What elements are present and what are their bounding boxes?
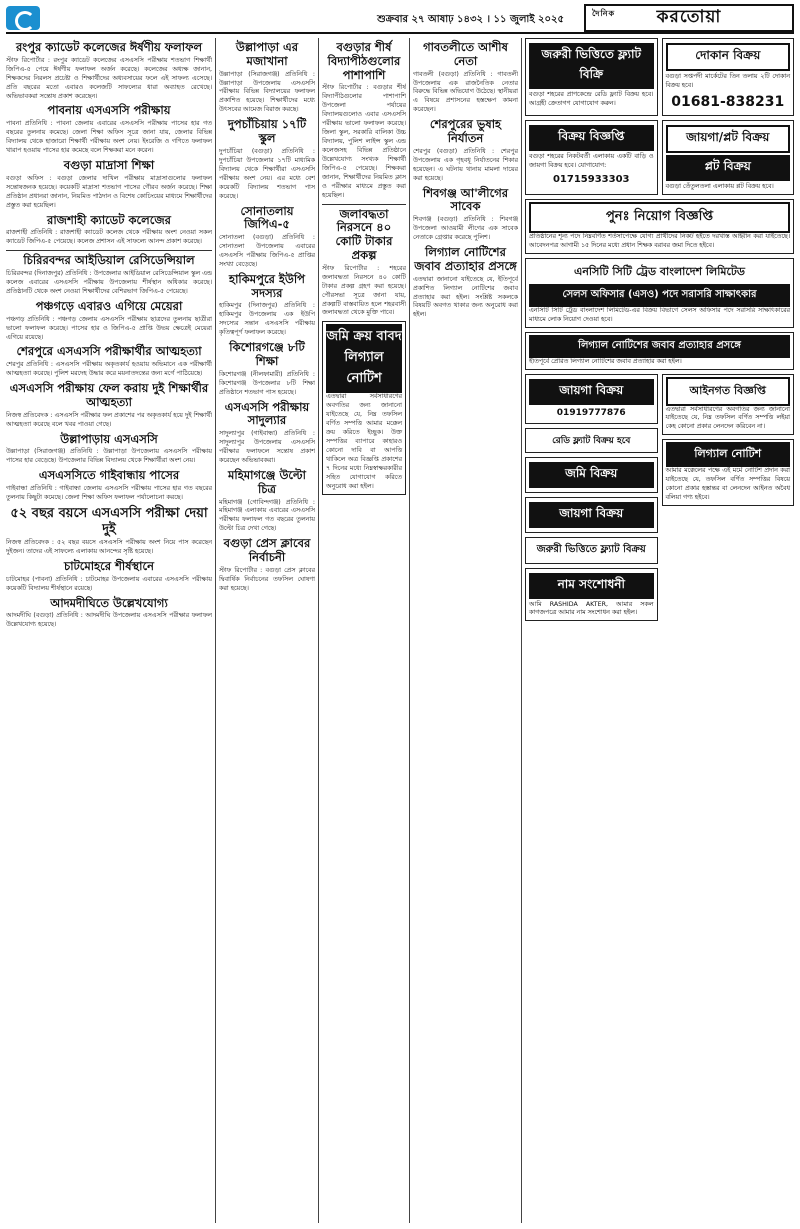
article-body: হাকিমপুর (দিনাজপুর) প্রতিনিধি : হাকিমপুর উপজেলায় এক ইউপি সদস্যের সন্তান এসএসসি পরীক্ষায় কৃতিত্বপূর্ণ ফলাফল করেছে। xyxy=(219,302,315,337)
ad-stack xyxy=(525,374,658,626)
headline: জলাবদ্ধতা নিরসনে ৪০ কোটি টাকার প্রকল্প xyxy=(335,206,393,262)
article-body: স্টাফ রিপোর্টার : বগুড়ার শীর্ষ বিদ্যাপীঠগুলোর পাশাপাশি উপজেলা পর্যায়ের বিদ্যালয়গুলোও এবার এসএসসি পরীক্ষায় ভালো ফলাফল করেছে। জিলা স্কুল, সরকারি বালিকা উচ্চ বিদ্যালয়, পুলিশ লাইন্স স্কুল এন্ড কলেজসহ বিভিন্ন প্রতিষ্ঠানে উল্লেখযোগ্য সংখ্যক শিক্ষার্থী জিপিএ-৫ পেয়েছে। শিক্ষকরা জানান, শিক্ষার্থীদের নিয়মিত ক্লাস ও পরীক্ষার মাধ্যমে প্রস্তুত করা হয়েছিল। xyxy=(322,84,406,199)
article-body: গাবতলী (বগুড়া) প্রতিনিধি : গাবতলী উপজেলায় এক রাজনৈতিক নেতার বিরুদ্ধে বিভিন্ন অভিযোগ উঠেছে। স্থানীয়রা এ বিষয়ে প্রশাসনের হস্তক্ষেপ কামনা করেছেন। xyxy=(413,70,518,114)
ad-title: জমি বিক্রয় xyxy=(529,462,654,488)
ad-text: এতদ্বারা সর্বসাধারণের অবগতির জন্য জানানো যাইতেছে যে, নিম্ন তফসিল বর্ণিত সম্পত্তি লইয়া কেহ কোনো প্রকার লেনদেন করিবেন না। xyxy=(665,405,790,431)
article-body: দুপচাঁচিয়া (বগুড়া) প্রতিনিধি : দুপচাঁচিয়া উপজেলার ১৭টি মাধ্যমিক বিদ্যালয় থেকে শিক্ষার্থীরা এসএসসি পরীক্ষায় অংশ নেয়। এর মধ্যে বেশ কয়েকটি বিদ্যালয় শতভাগ পাস করেছে। xyxy=(219,147,315,200)
article-body: মহিমাগঞ্জ (গোবিন্দগঞ্জ) প্রতিনিধি : মহিমাগঞ্জ এলাকায় এবারের এসএসসি পরীক্ষায় ফলাফল গত বছরের তুলনায় উল্টো চিত্র দেখা গেছে। xyxy=(219,498,315,533)
ad-text: বগুড়া সপ্তপদী মার্কেটের তিন তলায় ২টি দোকান বিক্রয় হবে। xyxy=(665,73,790,89)
ad-text: বগুড়া শহরের প্রাণকেন্দ্রে রেডি ফ্ল্যাট বিক্রয় হবে। আগ্রহী ক্রেতাগণ যোগাযোগ করুন। xyxy=(529,91,654,107)
headline: এসএসসিতে গাইবান্ধায় পাসের xyxy=(38,468,180,483)
masthead xyxy=(584,4,794,32)
ad-job xyxy=(525,258,794,328)
headline: রংপুর ক্যাডেট কলেজের ঈর্ষণীয় ফলাফল xyxy=(15,40,203,54)
article-body: পাবনা প্রতিনিধি : পাবনা জেলায় এবারের এসএসসি পরীক্ষায় পাসের হার গত বছরের তুলনায় কমেছে। জেলা শিক্ষা অফিস সূত্রে জানা যায়, জেলার বিভিন্ন বিদ্যালয় থেকে হাজারো শিক্ষার্থী পরীক্ষায় অংশ নেয়। ইংরেজি ও গণিতে ফলাফল খারাপ হওয়ায় পাসের হার কমেছে বলে শিক্ষকরা মনে করেন। xyxy=(6,120,212,155)
column-1 xyxy=(6,38,212,1223)
newspaper-logo-icon xyxy=(6,6,40,30)
headline: উল্লাপাড়ায় এসএসসি xyxy=(60,431,158,446)
column-divider xyxy=(521,38,522,1223)
headline: চাটমোহরে শীর্ষস্থানে xyxy=(63,559,154,574)
headline: বগুড়ার শীর্ষ বিদ্যাপীঠগুলোর পাশাপাশি xyxy=(327,40,401,82)
ad-legal-notice xyxy=(662,374,795,436)
ad-phone: 01715933303 xyxy=(552,173,630,185)
company-name: এনসিটি সিটি ট্রেড বাংলাদেশ লিমিটেড xyxy=(574,264,745,278)
headline: আদমদীঘিতে উল্লেখযোগ্য xyxy=(50,595,168,610)
headline: শেরপুরে এসএসসি পরীক্ষার্থীর আত্মহত্যা xyxy=(16,344,202,359)
headline: হাকিমপুরে ইউপি সদস্যর xyxy=(229,271,305,300)
ad-title: নাম সংশোধনী xyxy=(529,573,654,599)
article-body: স্টাফ রিপোর্টার : রংপুর ক্যাডেট কলেজের এসএসসি পরীক্ষায় শতভাগ শিক্ষার্থী জিপিএ-৫ পেয়ে ঈর্ষণীয় ফলাফল অর্জন করেছে। কলেজের অধ্যক্ষ জানান, শিক্ষকদের নিরলস প্রচেষ্টা ও শিক্ষার্থীদের অধ্যবসায়ের ফলে এই সাফল্য এসেছে। প্রতি বছরের মতো এবারও কলেজটি সাফল্যের ধারা অব্যাহত রেখেছে। অভিভাবকরা সন্তোষ প্রকাশ করেছেন। xyxy=(6,56,212,100)
headline: লিগ্যাল নোটিশের জবাব প্রত্যাহার প্রসঙ্গে xyxy=(414,245,517,273)
date-line: শুক্রবার ২৭ আষাঢ় ১৪৩২ । ১১ জুলাই ২০২৫ xyxy=(377,14,564,25)
headline: চিরিরবন্দর আইডিয়াল রেসিডেন্সিয়াল xyxy=(23,253,195,268)
ad-title: বিক্রয় বিজ্ঞপ্তি xyxy=(529,125,654,151)
ad-name-change xyxy=(525,568,658,622)
article-body: উল্লাপাড়া (সিরাজগঞ্জ) প্রতিনিধি : উল্লাপাড়া উপজেলায় এসএসসি পরীক্ষায় বিভিন্ন বিদ্যালয়ের ফলাফল প্রকাশিত হয়েছে। শিক্ষার্থীদের মধ্যে উৎসবের আমেজ বিরাজ করছে। xyxy=(219,70,315,114)
masthead-title: করতোয়া xyxy=(656,7,722,27)
article-body: সোনাতলা (বগুড়া) প্রতিনিধি : সোনাতলা উপজেলায় এবারের এসএসসি পরীক্ষায় জিপিএ-৫ প্রাপ্তির সংখ্যা বেড়েছে। xyxy=(219,234,315,268)
ad-text: বগুড়া তেঁতুলতলা এলাকায় প্লট বিক্রয় হবে। xyxy=(665,182,774,190)
article-body: এতদ্বারা জানানো যাইতেছে যে, ইতিপূর্বে প্রকাশিত লিগ্যাল নোটিশের জবাব প্রত্যাহার করা হইল। সংশ্লিষ্ট সকলকে বিষয়টি অবগত থাকার জন্য অনুরোধ করা হইল। xyxy=(413,275,518,319)
ad-row xyxy=(525,38,794,120)
article-body: শিবগঞ্জ (বগুড়া) প্রতিনিধি : শিবগঞ্জ উপজেলা আওয়ামী লীগের এক সাবেক নেতাকে গ্রেপ্তার করেছে পুলিশ। xyxy=(413,216,518,242)
column-3 xyxy=(322,38,406,1223)
headline: এসএসসি পরীক্ষায় সাদুল্যার xyxy=(224,399,310,428)
legal-notice-title: জমি ক্রয় বাবদ লিগ্যাল নোটিশ xyxy=(326,324,402,393)
ad-text: বগুড়া শহরের নিকটবর্তী এলাকায় একটি বাড়ি ও জায়গা বিক্রয় হবে। যোগাযোগ: xyxy=(529,152,654,169)
ad-title: জায়গা বিক্রয় xyxy=(529,379,654,405)
ad-title: জায়গা/প্লট বিক্রয় xyxy=(666,125,791,153)
ad-title: প্লট বিক্রয় xyxy=(666,155,791,181)
article-body: চাটমোহর (পাবনা) প্রতিনিধি : চাটমোহর উপজেলায় এবারের এসএসসি পরীক্ষায় কয়েকটি বিদ্যালয় শীর্ষস্থানে রয়েছে। xyxy=(6,575,212,592)
headline: পাবনায় এসএসসি পরীক্ষায় xyxy=(47,103,171,118)
headline: উল্লাপাড়া এর মজাখানা xyxy=(235,40,299,68)
ad-legal-notice xyxy=(662,439,795,506)
divider xyxy=(322,204,406,205)
ad-title: পুনঃ নিয়োগ বিজ্ঞপ্তি xyxy=(529,202,790,233)
column-divider xyxy=(318,38,319,1223)
headline: সোনাতলায় জিপিএ-৫ xyxy=(240,203,294,232)
headline: দুপচাঁচিয়ায় ১৭টি স্কুল xyxy=(227,117,307,146)
ad-legal-reply xyxy=(525,332,794,370)
ad-title: জরুরী ভিত্তিতে ফ্ল্যাট বিক্রি xyxy=(529,43,654,89)
article-body: নিজস্ব প্রতিবেদক : ৫২ বছর বয়সে এসএসসি পরীক্ষায় অংশ নিয়ে পাস করেছেন দুইজন। তাদের এই সাফল্যে এলাকায় আনন্দের সৃষ্টি হয়েছে। xyxy=(6,539,212,556)
article-body: সাদুল্যাপুর (গাইবান্ধা) প্রতিনিধি : সাদুল্যাপুর উপজেলায় এসএসসি পরীক্ষার ফলাফলে সন্তোষ প্রকাশ করেছেন অভিভাবকরা। xyxy=(219,430,315,464)
article-body: উল্লাপাড়া (সিরাজগঞ্জ) প্রতিনিধি : উল্লাপাড়া উপজেলায় এসএসসি পরীক্ষায় পাসের হার বেড়েছে। উপজেলার বিভিন্ন বিদ্যালয় থেকে শিক্ষার্থীরা অংশ নেয়। xyxy=(6,448,212,465)
ad-phone: 01919777876 xyxy=(556,407,626,418)
article-body: শেরপুর প্রতিনিধি : এসএসসি পরীক্ষায় অকৃতকার্য হওয়ায় অভিমানে এক পরীক্ষার্থী আত্মহত্যা করেছে। পুলিশ মরদেহ উদ্ধার করে ময়নাতদন্তের জন্য মর্গে পাঠিয়েছে। xyxy=(6,361,212,378)
ad-text: আমার মক্কেলের পক্ষে এই মর্মে নোটিশ প্রদান করা যাইতেছে যে, তফসিল বর্ণিত সম্পত্তির বিষয়ে কোনো প্রকার হস্তান্তর বা লেনদেন আইনত অবৈধ বলিয়া গণ্য হইবে। xyxy=(665,467,790,502)
ad-flat-sale xyxy=(525,38,658,116)
headline: বগুড়া মাদ্রাসা শিক্ষা xyxy=(63,158,155,173)
ad-title: দোকান বিক্রয় xyxy=(666,43,791,71)
ad-text: আমি RASHIDA AKTER, আমার সকল কাগজপত্রে আমার নাম সংশোধন করা হইল। xyxy=(529,600,654,617)
ad-text: ইতিপূর্বে প্রেরিত লিগ্যাল নোটিশের জবাব প্রত্যাহার করা হইল। xyxy=(529,357,682,365)
ad-text: প্রতিষ্ঠানের শূন্য পদে নিম্নবর্ণিত শর্তসাপেক্ষে যোগ্য প্রার্থীদের নিকট হইতে দরখাস্ত আহ্বান করা যাইতেছে। আবেদনপত্র আগামী ১৫ দিনের মধ্যে প্রধান শিক্ষক বরাবর জমা দিতে হইবে। xyxy=(529,232,790,249)
ad-phone: 01681-838231 xyxy=(671,93,785,110)
headline: পঞ্চগড়ে এবারও এগিয়ে মেয়েরা xyxy=(35,298,183,313)
article-body: স্টাফ রিপোর্টার : শহরের জলাবদ্ধতা নিরসনে ৪০ কোটি টাকার প্রকল্প গ্রহণ করা হয়েছে। পৌরসভা সূত্রে জানা যায়, প্রকল্পটি বাস্তবায়িত হলে শহরবাসী জলাবদ্ধতা থেকে মুক্তি পাবে। xyxy=(322,264,406,317)
headline: শিবগঞ্জ আ'লীগের সাবেক xyxy=(422,185,509,214)
masthead-small: দৈনিক xyxy=(592,9,616,18)
article-body: কিশোরগঞ্জ (নীলফামারী) প্রতিনিধি : কিশোরগঞ্জ উপজেলার ৮টি শিক্ষা প্রতিষ্ঠানে শতভাগ পাস হয়েছে। xyxy=(219,370,315,396)
ad-land-sale xyxy=(525,457,658,493)
ad-title: জরুরী ভিত্তিতে ফ্ল্যাট বিক্রয় xyxy=(536,543,646,555)
legal-notice-box xyxy=(322,321,406,494)
ad-title: আইনগত বিজ্ঞপ্তি xyxy=(666,377,791,406)
headline: শেরপুরের ভুষাহ নির্যাতন xyxy=(429,117,502,146)
ad-row xyxy=(525,120,794,199)
page-header xyxy=(6,4,794,34)
article-body: রাজশাহী প্রতিনিধি : রাজশাহী ক্যাডেট কলেজ থেকে পরীক্ষায় অংশ নেওয়া সকল ক্যাডেট জিপিএ-৫ পেয়েছে। কলেজ প্রশাসন এই সাফল্যে আনন্দ প্রকাশ করেছে। xyxy=(6,229,212,246)
ad-recruitment xyxy=(525,199,794,254)
headline: এসএসসি পরীক্ষায় ফেল করায় দুই শিক্ষার্থীর আত্মহত্যা xyxy=(9,381,209,409)
job-banner: সেলস অফিসার (এসও) পদে সরাসরি সাক্ষাৎকার xyxy=(529,284,790,307)
ad-stack xyxy=(662,374,795,626)
article-body: স্টাফ রিপোর্টার : বগুড়া প্রেস ক্লাবের দ্বিবার্ষিক নির্বাচনের তফসিল ঘোষণা করা হয়েছে। xyxy=(219,566,315,592)
ad-land-sale xyxy=(525,374,658,424)
divider xyxy=(6,250,212,251)
headline: বগুড়া প্রেস ক্লাবের নির্বাচনী xyxy=(223,536,311,565)
ad-text: এনসিটি সিটি ট্রেড বাংলাদেশ লিমিটেড-এর বিক্রয় বিভাগে সেলস অফিসার পদে সরাসরি সাক্ষাৎকারের মাধ্যমে লোক নিয়োগ দেওয়া হবে। xyxy=(529,306,790,323)
headline: ৫২ বছর বয়সে এসএসসি পরীক্ষা দেয়া দুই xyxy=(10,505,208,537)
article-body: নিজস্ব প্রতিবেদক : এসএসসি পরীক্ষার ফল প্রকাশের পর অকৃতকার্য হয়ে দুই শিক্ষার্থী আত্মহত্যা করেছে বলে খবর পাওয়া গেছে। xyxy=(6,411,212,428)
ad-ready-flat xyxy=(525,428,658,453)
article-body: বগুড়া অফিস : বগুড়া জেলার দাখিল পরীক্ষায় মাদ্রাসাগুলোর ফলাফল সন্তোষজনক হয়েছে। কয়েকটি মাদ্রাসা শতভাগ পাসের গৌরব অর্জন করেছে। শিক্ষা প্রতিষ্ঠান প্রধানরা জানান, নিয়মিত পাঠদান ও বিশেষ কোচিংয়ের মাধ্যমে শিক্ষার্থীদের প্রস্তুত করা হয়েছিল। xyxy=(6,174,212,209)
ad-title: লিগ্যাল নোটিশ xyxy=(666,442,791,467)
article-body: শেরপুর (বগুড়া) প্রতিনিধি : শেরপুর উপজেলায় এক গৃহবধূ নির্যাতনের শিকার হয়েছেন। এ ঘটনায় থানায় মামলা দায়ের করা হয়েছে। xyxy=(413,147,518,182)
article-body: চিরিরবন্দর (দিনাজপুর) প্রতিনিধি : উপজেলার আইডিয়াল রেসিডেন্সিয়াল স্কুল এন্ড কলেজ এবারের এসএসসি পরীক্ষায় উপজেলায় শীর্ষস্থান অধিকার করেছে। প্রতিষ্ঠানটি থেকে অংশ নেওয়া শিক্ষার্থীদের বেশিরভাগ জিপিএ-৫ পেয়েছে। xyxy=(6,270,212,295)
article-body: পঞ্চগড় প্রতিনিধি : পঞ্চগড় জেলায় এসএসসি পরীক্ষায় ছাত্রদের তুলনায় ছাত্রীরা ভালো ফলাফল করেছে। পাসের হার ও জিপিএ-৫ প্রাপ্তি উভয় ক্ষেত্রেই মেয়েরা এগিয়ে রয়েছে। xyxy=(6,315,212,341)
ad-sale-notice xyxy=(525,120,658,195)
column-4 xyxy=(413,38,518,1223)
headline: মহিমাগঞ্জে উল্টো চিত্র xyxy=(228,467,306,496)
classifieds-column xyxy=(525,38,794,1223)
ad-row xyxy=(525,374,794,626)
article-body: আদমদীঘি (বগুড়া) প্রতিনিধি : আদমদীঘি উপজেলায় এসএসসি পরীক্ষার ফলাফল উল্লেখযোগ্য হয়েছে। xyxy=(6,612,212,629)
ad-shop-sale xyxy=(662,38,795,116)
legal-notice-body: এতদ্বারা সর্বসাধারণের অবগতির জন্য জানানো যাইতেছে যে, নিম্ন তফসিল বর্ণিত সম্পত্তি আমার মক্কেল ক্রয় করিতে ইচ্ছুক। উক্ত সম্পত্তির ব্যাপারে কাহারও কোনো দাবি বা আপত্তি থাকিলে অত্র বিজ্ঞপ্তি প্রকাশের ৭ দিনের মধ্যে নিম্নস্বাক্ষরকারীর সহিত যোগাযোগ করিতে অনুরোধ করা হইল। xyxy=(326,393,402,490)
ad-title: রেডি ফ্ল্যাট বিক্রয় হবে xyxy=(552,435,631,446)
headline: কিশোরগঞ্জে ৮টি শিক্ষা xyxy=(229,340,305,368)
ad-plot-sale xyxy=(662,120,795,195)
ad-title: লিগ্যাল নোটিশের জবাব প্রত্যাহার প্রসঙ্গে xyxy=(529,335,790,358)
column-divider xyxy=(215,38,216,1223)
ad-land-sale xyxy=(525,497,658,533)
article-body: গাইবান্ধা প্রতিনিধি : গাইবান্ধা জেলায় এসএসসি পরীক্ষায় পাসের হার গত বছরের তুলনায় কিছুটা কমেছে। জেলা শিক্ষা অফিস ফলাফল পর্যালোচনা করছে। xyxy=(6,485,212,502)
ad-urgent-flat xyxy=(525,537,658,564)
column-2 xyxy=(219,38,315,1223)
headline: গাবতলীতে আশীষ নেতা xyxy=(423,40,508,68)
ad-title: জায়গা বিক্রয় xyxy=(529,502,654,528)
headline: রাজশাহী ক্যাডেট কলেজের xyxy=(47,212,171,227)
column-divider xyxy=(409,38,410,1223)
